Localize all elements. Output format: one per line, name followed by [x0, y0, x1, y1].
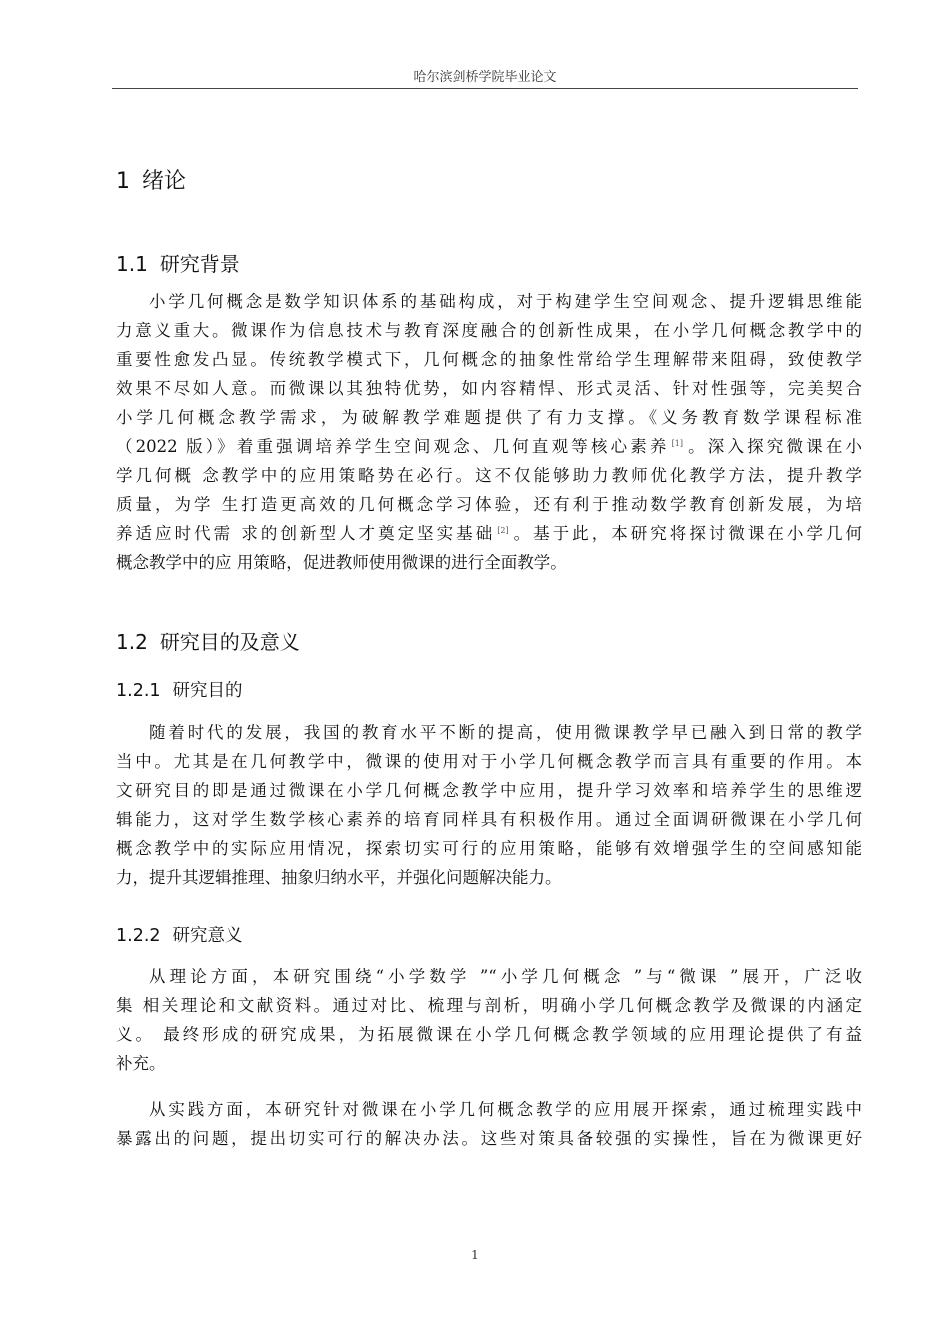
text-line: 随着时代的发展，我国的教育水平不断的提高，使用微课教学早已融入到日常的教学 [149, 723, 862, 742]
chapter-heading [116, 164, 186, 195]
page-header: 哈尔滨剑桥学院毕业论文 [413, 70, 557, 85]
text-segment: 。深入探究微课在小 [684, 437, 862, 456]
text-line: 概念教学中的应 用策略，促进教师使用微课的进行全面教学。 [116, 553, 567, 572]
text-line: 力意义重大。微课作为信息技术与教育深度融合的创新性成果，在小学几何概念教学中的 [116, 321, 862, 340]
chapter-number: 1 [116, 169, 130, 194]
text-line: 辑能力，这对学生数学核心素养的培育同样具有积极作用。通过全面调研微课在小学几何 [116, 810, 862, 829]
text-line: 小学几何概念教学需求，为破解教学难题提供了有力支撑。《义务教育数学课程标准 [116, 408, 862, 427]
text-line-with-citation [116, 432, 862, 461]
text-line: 从理论方面，本研究围绕“小学数学 ”“小学几何概念 ”与“微课 ”展开，广泛收 [149, 967, 862, 986]
paragraph-practical-significance [116, 1095, 862, 1153]
text-line: 力，提升其逻辑推理、抽象归纳水平，并强化问题解决能力。 [116, 868, 562, 887]
text-line: 小学几何概念是数学知识体系的基础构成，对于构建学生空间观念、提升逻辑思维能 [149, 292, 862, 311]
text-line: 效果不尽如人意。而微课以其独特优势，如内容精悍、形式灵活、针对性强等，完美契合 [116, 379, 862, 398]
header-rule [112, 88, 858, 89]
section-number: 1.2 [116, 630, 148, 654]
subsection-title: 研究目的 [172, 681, 243, 701]
subsection-number: 1.2.2 [116, 926, 161, 946]
text-line-with-citation [116, 519, 862, 548]
citation-ref[interactable]: [2] [497, 525, 509, 535]
section-number: 1.1 [116, 252, 148, 276]
text-line: 文研究目的即是通过微课在小学几何概念教学中应用，提升学习效率和培养学生的思维逻 [116, 781, 862, 800]
text-line: 质量，为学 生打造更高效的几何概念学习体验，还有利于推动数学教育创新发展，为培 [116, 495, 862, 514]
text-segment: （2022 版）》着重强调培养学生空间观念、几何直观等核心素养 [116, 437, 670, 456]
text-line: 暴露出的问题，提出切实可行的解决办法。这些对策具备较强的实操性，旨在为微课更好 [116, 1129, 862, 1148]
text-line: 集 相关理论和文献资料。通过对比、梳理与剖析，明确小学几何概念教学及微课的内涵定 [116, 996, 862, 1015]
paragraph-research-background [116, 287, 862, 577]
text-line: 补充。 [116, 1054, 166, 1073]
paragraph-theoretical-significance [116, 962, 862, 1078]
text-line: 学几何概 念教学中的应用策略势在必行。这不仅能够助力教师优化教学方法，提升教学 [116, 466, 862, 485]
text-segment: 养适应时代需 求的创新型人才奠定坚实基础 [116, 524, 496, 543]
text-line: 概念教学中的实际应用情况，探索切实可行的应用策略，能够有效增强学生的空间感知能 [116, 839, 862, 858]
subsection-number: 1.2.1 [116, 681, 161, 701]
chapter-title: 绪论 [142, 169, 187, 194]
section-heading-1-2 [116, 626, 300, 655]
section-heading-1-1 [116, 248, 240, 277]
text-line: 重要性愈发凸显。传统教学模式下，几何概念的抽象性常给学生理解带来阻碍，致使教学 [116, 350, 862, 369]
section-title: 研究目的及意义 [159, 630, 300, 654]
page-number: 1 [471, 1248, 479, 1262]
subsection-title: 研究意义 [172, 926, 243, 946]
citation-ref[interactable]: [1] [671, 438, 683, 448]
text-line: 从实践方面，本研究针对微课在小学几何概念教学的应用展开探索，通过梳理实践中 [149, 1100, 862, 1119]
text-segment: 。基于此，本研究将探讨微课在小学几何 [510, 524, 863, 543]
paragraph-research-purpose [116, 718, 862, 892]
subsection-heading-1-2-2 [116, 922, 243, 947]
section-title: 研究背景 [159, 252, 240, 276]
text-line: 当中。尤其是在几何教学中，微课的使用对于小学几何概念教学而言具有重要的作用。本 [116, 752, 862, 771]
subsection-heading-1-2-1 [116, 677, 243, 702]
text-line: 义。 最终形成的研究成果，为拓展微课在小学几何概念教学领域的应用理论提供了有益 [116, 1025, 862, 1044]
